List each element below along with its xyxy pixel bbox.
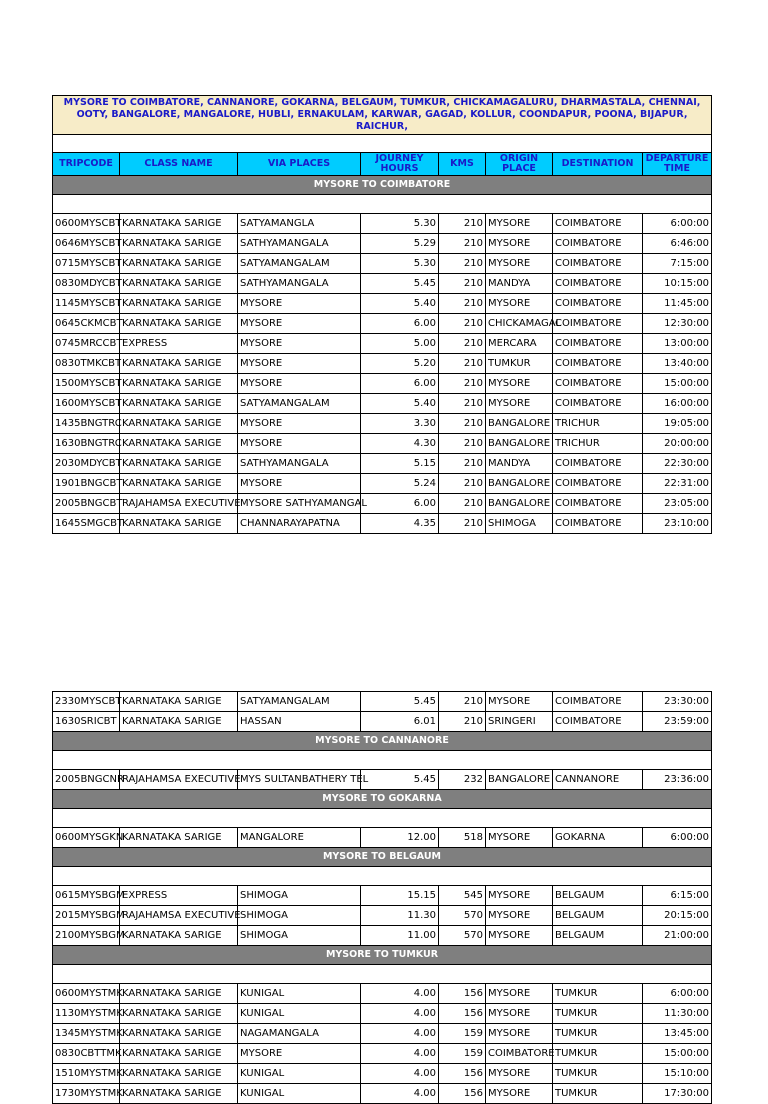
cell-departure-time: 22:31:00: [643, 474, 712, 494]
cell-via-places: MYSORE: [238, 474, 361, 494]
cell-destination: COIMBATORE: [553, 274, 643, 294]
cell-departure-time: 13:40:00: [643, 354, 712, 374]
cell-destination: COIMBATORE: [553, 354, 643, 374]
cell-origin-place: SRINGERI: [486, 712, 553, 732]
cell-departure-time: 15:10:00: [643, 1064, 712, 1084]
cell-journey-hours: 5.00: [361, 334, 439, 354]
cell-origin-place: MYSORE: [486, 1004, 553, 1024]
cell-departure-time: 13:45:00: [643, 1024, 712, 1044]
cell-tripcode: 0745MRCCBT: [53, 334, 120, 354]
table-row: [53, 434, 712, 454]
cell-via-places: SATYAMANGALAM: [238, 692, 361, 712]
header-class-name: CLASS NAME: [120, 153, 238, 176]
cell-kms: 156: [439, 1084, 486, 1104]
cell-via-places: KUNIGAL: [238, 1064, 361, 1084]
cell-class-name: KARNATAKA SARIGE: [120, 234, 238, 254]
cell-class-name: KARNATAKA SARIGE: [120, 374, 238, 394]
cell-destination: TUMKUR: [553, 984, 643, 1004]
table-row: [53, 1064, 712, 1084]
cell-origin-place: BANGALORE: [486, 414, 553, 434]
cell-destination: COIMBATORE: [553, 294, 643, 314]
cell-origin-place: BANGALORE: [486, 494, 553, 514]
table-row: [53, 692, 712, 712]
table-row: [53, 234, 712, 254]
cell-class-name: KARNATAKA SARIGE: [120, 474, 238, 494]
cell-kms: 210: [439, 414, 486, 434]
cell-journey-hours: 5.29: [361, 234, 439, 254]
cell-departure-time: 7:15:00: [643, 254, 712, 274]
cell-journey-hours: 12.00: [361, 828, 439, 848]
cell-origin-place: BANGALORE: [486, 474, 553, 494]
cell-departure-time: 6:00:00: [643, 828, 712, 848]
cell-class-name: EXPRESS: [120, 334, 238, 354]
cell-tripcode: 1435BNGTRC: [53, 414, 120, 434]
cell-via-places: CHANNARAYAPATNA: [238, 514, 361, 534]
cell-departure-time: 6:46:00: [643, 234, 712, 254]
cell-class-name: KARNATAKA SARIGE: [120, 712, 238, 732]
table-row: [53, 1044, 712, 1064]
cell-via-places: MYSORE: [238, 1044, 361, 1064]
cell-origin-place: SHIMOGA: [486, 514, 553, 534]
cell-departure-time: 23:36:00: [643, 770, 712, 790]
cell-kms: 210: [439, 712, 486, 732]
cell-journey-hours: 4.30: [361, 434, 439, 454]
cell-departure-time: 20:15:00: [643, 906, 712, 926]
cell-via-places: SATYAMANGLA: [238, 214, 361, 234]
cell-class-name: KARNATAKA SARIGE: [120, 1084, 238, 1104]
cell-tripcode: 0600MYSGKN: [53, 828, 120, 848]
cell-journey-hours: 6.00: [361, 494, 439, 514]
cell-class-name: KARNATAKA SARIGE: [120, 828, 238, 848]
cell-kms: 210: [439, 214, 486, 234]
cell-kms: 210: [439, 254, 486, 274]
cell-departure-time: 22:30:00: [643, 454, 712, 474]
cell-class-name: KARNATAKA SARIGE: [120, 314, 238, 334]
table-row: [53, 494, 712, 514]
timetable-table-2: [52, 691, 712, 1104]
table-row: [53, 274, 712, 294]
header-kms: KMS: [439, 153, 486, 176]
cell-departure-time: 16:00:00: [643, 394, 712, 414]
cell-origin-place: TUMKUR: [486, 354, 553, 374]
cell-origin-place: BANGALORE: [486, 434, 553, 454]
cell-tripcode: 1600MYSCBT: [53, 394, 120, 414]
cell-destination: BELGAUM: [553, 886, 643, 906]
cell-journey-hours: 5.45: [361, 274, 439, 294]
table-row: [53, 1024, 712, 1044]
cell-journey-hours: 15.15: [361, 886, 439, 906]
cell-origin-place: MANDYA: [486, 274, 553, 294]
cell-via-places: KUNIGAL: [238, 1004, 361, 1024]
cell-kms: 210: [439, 394, 486, 414]
cell-via-places: MYSORE SATHYAMANGAL: [238, 494, 361, 514]
cell-origin-place: MYSORE: [486, 692, 553, 712]
cell-kms: 159: [439, 1024, 486, 1044]
table-row: [53, 474, 712, 494]
cell-tripcode: 2005BNGCNR: [53, 770, 120, 790]
cell-origin-place: MYSORE: [486, 234, 553, 254]
cell-class-name: KARNATAKA SARIGE: [120, 434, 238, 454]
cell-tripcode: 0715MYSCBT: [53, 254, 120, 274]
cell-via-places: SATHYAMANGALA: [238, 274, 361, 294]
cell-class-name: KARNATAKA SARIGE: [120, 692, 238, 712]
cell-destination: TRICHUR: [553, 414, 643, 434]
cell-destination: COIMBATORE: [553, 474, 643, 494]
cell-journey-hours: 11.30: [361, 906, 439, 926]
cell-class-name: KARNATAKA SARIGE: [120, 394, 238, 414]
cell-tripcode: 2015MYSBGM: [53, 906, 120, 926]
cell-tripcode: 1345MYSTMK: [53, 1024, 120, 1044]
header-destination: DESTINATION: [553, 153, 643, 176]
cell-tripcode: 1145MYSCBT: [53, 294, 120, 314]
cell-destination: COIMBATORE: [553, 454, 643, 474]
cell-class-name: KARNATAKA SARIGE: [120, 294, 238, 314]
cell-tripcode: 1510MYSTMK: [53, 1064, 120, 1084]
cell-journey-hours: 6.01: [361, 712, 439, 732]
section-row: [53, 848, 712, 867]
cell-class-name: KARNATAKA SARIGE: [120, 454, 238, 474]
cell-journey-hours: 4.00: [361, 1044, 439, 1064]
cell-departure-time: 21:00:00: [643, 926, 712, 946]
cell-class-name: KARNATAKA SARIGE: [120, 926, 238, 946]
cell-kms: 210: [439, 234, 486, 254]
cell-origin-place: MYSORE: [486, 906, 553, 926]
cell-via-places: SATYAMANGALAM: [238, 394, 361, 414]
cell-kms: 545: [439, 886, 486, 906]
cell-tripcode: 0645CKMCBT: [53, 314, 120, 334]
cell-via-places: MYSORE: [238, 354, 361, 374]
table-row: [53, 828, 712, 848]
cell-kms: 210: [439, 374, 486, 394]
cell-destination: BELGAUM: [553, 926, 643, 946]
table-row: [53, 454, 712, 474]
table-row: [53, 394, 712, 414]
cell-journey-hours: 11.00: [361, 926, 439, 946]
cell-destination: CANNANORE: [553, 770, 643, 790]
timetable-block-2: [52, 691, 711, 1104]
cell-tripcode: 0646MYSCBT: [53, 234, 120, 254]
cell-destination: COIMBATORE: [553, 514, 643, 534]
cell-via-places: SATHYAMANGALA: [238, 234, 361, 254]
header-row: [53, 153, 712, 176]
cell-tripcode: 0600MYSTMK: [53, 984, 120, 1004]
section-row: [53, 732, 712, 751]
cell-journey-hours: 5.24: [361, 474, 439, 494]
cell-class-name: RAJAHAMSA EXECUTIVE: [120, 906, 238, 926]
gap-row: [53, 195, 712, 214]
cell-journey-hours: 5.45: [361, 692, 439, 712]
table-row: [53, 334, 712, 354]
cell-tripcode: 2005BNGCBT: [53, 494, 120, 514]
cell-kms: 210: [439, 434, 486, 454]
table-row: [53, 926, 712, 946]
cell-class-name: KARNATAKA SARIGE: [120, 514, 238, 534]
cell-kms: 210: [439, 494, 486, 514]
cell-destination: TUMKUR: [553, 1044, 643, 1064]
cell-journey-hours: 4.00: [361, 1004, 439, 1024]
cell-destination: TUMKUR: [553, 1064, 643, 1084]
cell-kms: 570: [439, 926, 486, 946]
cell-class-name: KARNATAKA SARIGE: [120, 984, 238, 1004]
cell-journey-hours: 4.00: [361, 1024, 439, 1044]
cell-journey-hours: 5.30: [361, 214, 439, 234]
cell-departure-time: 6:00:00: [643, 214, 712, 234]
header-tripcode: TRIPCODE: [53, 153, 120, 176]
cell-destination: COIMBATORE: [553, 334, 643, 354]
cell-journey-hours: 4.00: [361, 984, 439, 1004]
cell-destination: COIMBATORE: [553, 692, 643, 712]
cell-departure-time: 23:05:00: [643, 494, 712, 514]
table-row: [53, 414, 712, 434]
cell-kms: 232: [439, 770, 486, 790]
cell-journey-hours: 4.00: [361, 1064, 439, 1084]
cell-tripcode: 0830MDYCBT: [53, 274, 120, 294]
cell-departure-time: 6:00:00: [643, 984, 712, 1004]
cell-destination: TUMKUR: [553, 1004, 643, 1024]
cell-kms: 210: [439, 514, 486, 534]
cell-via-places: MYSORE: [238, 294, 361, 314]
table-row: [53, 1084, 712, 1104]
cell-journey-hours: 5.40: [361, 394, 439, 414]
cell-via-places: MANGALORE: [238, 828, 361, 848]
cell-departure-time: 10:15:00: [643, 274, 712, 294]
cell-via-places: SHIMOGA: [238, 926, 361, 946]
cell-origin-place: MYSORE: [486, 394, 553, 414]
cell-origin-place: MYSORE: [486, 1084, 553, 1104]
blank-row: [53, 135, 712, 153]
timetable-table-1: [52, 95, 712, 534]
cell-tripcode: 0600MYSCBT: [53, 214, 120, 234]
section-title-coimbatore: MYSORE TO COIMBATORE: [53, 176, 712, 195]
cell-journey-hours: 3.30: [361, 414, 439, 434]
cell-tripcode: 1730MYSTMK: [53, 1084, 120, 1104]
cell-kms: 518: [439, 828, 486, 848]
table-row: [53, 354, 712, 374]
cell-journey-hours: 6.00: [361, 374, 439, 394]
cell-via-places: HASSAN: [238, 712, 361, 732]
cell-via-places: SHIMOGA: [238, 906, 361, 926]
table-row: [53, 1004, 712, 1024]
table-row: [53, 712, 712, 732]
cell-via-places: NAGAMANGALA: [238, 1024, 361, 1044]
cell-departure-time: 23:59:00: [643, 712, 712, 732]
cell-journey-hours: 5.40: [361, 294, 439, 314]
cell-tripcode: 1645SMGCBT: [53, 514, 120, 534]
cell-tripcode: 1901BNGCBT: [53, 474, 120, 494]
section-row: [53, 176, 712, 195]
table-row: [53, 906, 712, 926]
cell-origin-place: MANDYA: [486, 454, 553, 474]
section-title-gokarna: MYSORE TO GOKARNA: [53, 790, 712, 809]
cell-tripcode: 1500MYSCBT: [53, 374, 120, 394]
cell-destination: GOKARNA: [553, 828, 643, 848]
cell-origin-place: MYSORE: [486, 1024, 553, 1044]
cell-tripcode: 2100MYSBGM: [53, 926, 120, 946]
cell-journey-hours: 5.15: [361, 454, 439, 474]
cell-journey-hours: 4.35: [361, 514, 439, 534]
cell-via-places: MYSORE: [238, 314, 361, 334]
cell-via-places: KUNIGAL: [238, 1084, 361, 1104]
gap-row: [53, 867, 712, 886]
cell-journey-hours: 5.45: [361, 770, 439, 790]
cell-via-places: KUNIGAL: [238, 984, 361, 1004]
cell-origin-place: MYSORE: [486, 926, 553, 946]
section-title-belgaum: MYSORE TO BELGAUM: [53, 848, 712, 867]
table-row: [53, 214, 712, 234]
cell-departure-time: 23:30:00: [643, 692, 712, 712]
cell-origin-place: COIMBATORE: [486, 1044, 553, 1064]
cell-departure-time: 19:05:00: [643, 414, 712, 434]
cell-journey-hours: 5.30: [361, 254, 439, 274]
cell-departure-time: 20:00:00: [643, 434, 712, 454]
cell-class-name: KARNATAKA SARIGE: [120, 414, 238, 434]
cell-origin-place: MYSORE: [486, 828, 553, 848]
section-title-tumkur: MYSORE TO TUMKUR: [53, 946, 712, 965]
table-row: [53, 294, 712, 314]
cell-via-places: SHIMOGA: [238, 886, 361, 906]
cell-departure-time: 15:00:00: [643, 374, 712, 394]
section-title-cannanore: MYSORE TO CANNANORE: [53, 732, 712, 751]
cell-departure-time: 11:30:00: [643, 1004, 712, 1024]
cell-tripcode: 2030MDYCBT: [53, 454, 120, 474]
cell-kms: 210: [439, 692, 486, 712]
gap-row: [53, 965, 712, 984]
cell-kms: 156: [439, 984, 486, 1004]
cell-kms: 156: [439, 1004, 486, 1024]
cell-departure-time: 6:15:00: [643, 886, 712, 906]
section-row: [53, 946, 712, 965]
cell-origin-place: MYSORE: [486, 984, 553, 1004]
cell-tripcode: 1630SRICBT: [53, 712, 120, 732]
cell-class-name: KARNATAKA SARIGE: [120, 214, 238, 234]
cell-departure-time: 12:30:00: [643, 314, 712, 334]
cell-origin-place: MYSORE: [486, 254, 553, 274]
cell-kms: 210: [439, 474, 486, 494]
cell-kms: 210: [439, 294, 486, 314]
cell-kms: 210: [439, 334, 486, 354]
cell-kms: 210: [439, 454, 486, 474]
table-row: [53, 314, 712, 334]
cell-destination: COIMBATORE: [553, 394, 643, 414]
table-row: [53, 514, 712, 534]
cell-journey-hours: 4.00: [361, 1084, 439, 1104]
cell-via-places: SATHYAMANGALA: [238, 454, 361, 474]
gap-row: [53, 751, 712, 770]
cell-destination: BELGAUM: [553, 906, 643, 926]
timetable-block-1: [52, 95, 711, 534]
cell-class-name: KARNATAKA SARIGE: [120, 1004, 238, 1024]
table-row: [53, 984, 712, 1004]
cell-class-name: KARNATAKA SARIGE: [120, 1044, 238, 1064]
header-origin-place: ORIGIN PLACE: [486, 153, 553, 176]
table-row: [53, 886, 712, 906]
cell-class-name: EXPRESS: [120, 886, 238, 906]
cell-kms: 210: [439, 274, 486, 294]
header-journey-hours: JOURNEY HOURS: [361, 153, 439, 176]
cell-kms: 159: [439, 1044, 486, 1064]
cell-departure-time: 11:45:00: [643, 294, 712, 314]
cell-tripcode: 2330MYSCBT: [53, 692, 120, 712]
cell-class-name: KARNATAKA SARIGE: [120, 1024, 238, 1044]
cell-origin-place: MYSORE: [486, 374, 553, 394]
cell-destination: COIMBATORE: [553, 314, 643, 334]
cell-kms: 156: [439, 1064, 486, 1084]
cell-origin-place: MYSORE: [486, 1064, 553, 1084]
cell-destination: COIMBATORE: [553, 374, 643, 394]
cell-via-places: SATYAMANGALAM: [238, 254, 361, 274]
cell-origin-place: BANGALORE: [486, 770, 553, 790]
cell-destination: COIMBATORE: [553, 234, 643, 254]
cell-via-places: MYSORE: [238, 434, 361, 454]
cell-via-places: MYSORE: [238, 334, 361, 354]
cell-kms: 210: [439, 314, 486, 334]
cell-tripcode: 0830CBTTMK: [53, 1044, 120, 1064]
cell-origin-place: MYSORE: [486, 886, 553, 906]
cell-class-name: RAJAHAMSA EXECUTIVE: [120, 770, 238, 790]
cell-destination: COIMBATORE: [553, 254, 643, 274]
table-row: [53, 374, 712, 394]
gap-row: [53, 809, 712, 828]
header-departure-time: DEPARTURE TIME: [643, 153, 712, 176]
cell-departure-time: 15:00:00: [643, 1044, 712, 1064]
cell-tripcode: 0830TMKCBT: [53, 354, 120, 374]
sheet-title: MYSORE TO COIMBATORE, CANNANORE, GOKARNA, BELGAUM, TUMKUR, CHICKAMAGALURU, DHARMASTALA, CHENNAI, OOTY, BANGALORE, MANGALORE, HUBLI, ERNAKULAM, KARWAR, GAGAD, KOLLUR, COONDAPUR, POONA, BIJAPUR, RAICHUR,: [53, 96, 712, 135]
table-row: [53, 254, 712, 274]
cell-via-places: MYSORE: [238, 374, 361, 394]
cell-class-name: RAJAHAMSA EXECUTIVE: [120, 494, 238, 514]
cell-via-places: MYSORE: [238, 414, 361, 434]
cell-kms: 570: [439, 906, 486, 926]
cell-journey-hours: 6.00: [361, 314, 439, 334]
cell-tripcode: 0615MYSBGM: [53, 886, 120, 906]
cell-journey-hours: 5.20: [361, 354, 439, 374]
cell-origin-place: CHICKAMAGAL: [486, 314, 553, 334]
section-row: [53, 790, 712, 809]
cell-origin-place: MYSORE: [486, 294, 553, 314]
cell-departure-time: 17:30:00: [643, 1084, 712, 1104]
cell-departure-time: 13:00:00: [643, 334, 712, 354]
cell-class-name: KARNATAKA SARIGE: [120, 354, 238, 374]
cell-origin-place: MERCARA: [486, 334, 553, 354]
cell-class-name: KARNATAKA SARIGE: [120, 274, 238, 294]
cell-destination: TUMKUR: [553, 1084, 643, 1104]
cell-class-name: KARNATAKA SARIGE: [120, 1064, 238, 1084]
cell-tripcode: 1130MYSTMK: [53, 1004, 120, 1024]
cell-via-places: MYS SULTANBATHERY TEL: [238, 770, 361, 790]
cell-destination: TUMKUR: [553, 1024, 643, 1044]
cell-destination: COIMBATORE: [553, 494, 643, 514]
cell-kms: 210: [439, 354, 486, 374]
cell-origin-place: MYSORE: [486, 214, 553, 234]
cell-destination: TRICHUR: [553, 434, 643, 454]
header-via-places: VIA PLACES: [238, 153, 361, 176]
table-row: [53, 770, 712, 790]
cell-tripcode: 1630BNGTRC: [53, 434, 120, 454]
cell-destination: COIMBATORE: [553, 214, 643, 234]
cell-class-name: KARNATAKA SARIGE: [120, 254, 238, 274]
cell-departure-time: 23:10:00: [643, 514, 712, 534]
cell-destination: COIMBATORE: [553, 712, 643, 732]
